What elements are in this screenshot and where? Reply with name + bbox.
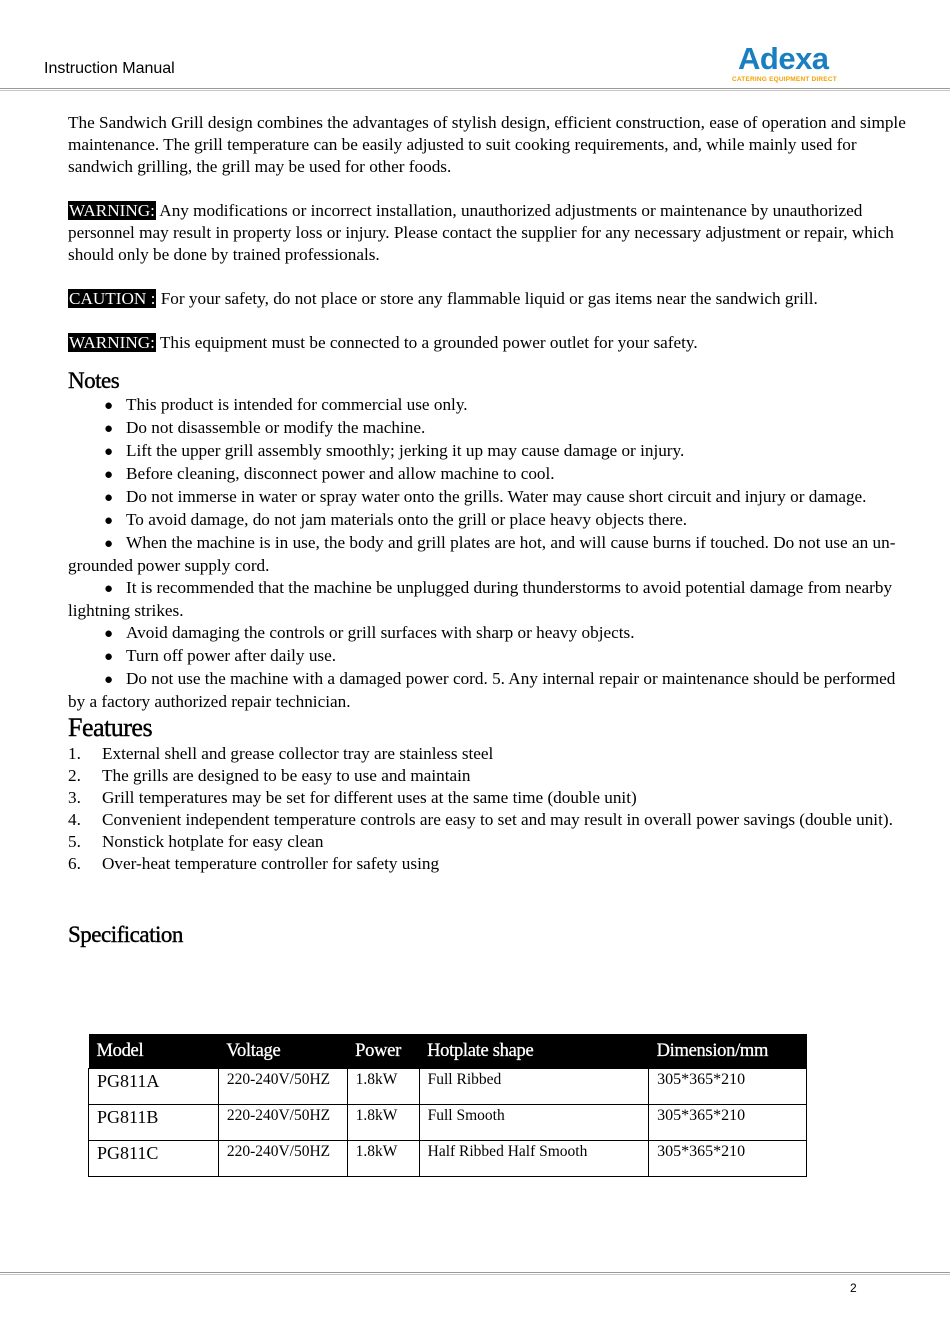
bullet-icon: ●: [104, 581, 114, 597]
document-header-title: Instruction Manual: [44, 60, 175, 77]
warning-paragraph: [68, 200, 913, 266]
header-divider: [0, 88, 950, 91]
list-item: ● Lift the upper grill assembly smoothly; jerking it up may cause damage or injury.: [68, 440, 913, 463]
list-item: ● When the machine is in use, the body and grill plates are hot, and will cause burns if touched. Do not use an un-grounded power supply cord.: [68, 533, 896, 575]
dimension-cell: 305*365*210: [649, 1105, 807, 1141]
list-item: ● It is recommended that the machine be unplugged during thunderstorms to avoid potential damage from nearby lightning strikes.: [68, 578, 893, 620]
features-list: [68, 743, 913, 875]
list-item: ● Turn off power after daily use.: [68, 645, 913, 668]
logo-tagline: CATERING EQUIPMENT DIRECT: [732, 76, 837, 83]
voltage-cell: 220-240V/50HZ: [218, 1105, 347, 1141]
list-item: 2. The grills are designed to be easy to use and maintain: [68, 766, 471, 785]
bullet-icon: ●: [104, 536, 114, 552]
bullet-icon: ●: [104, 421, 114, 437]
bullet-icon: ●: [104, 490, 114, 506]
table-row: [89, 1141, 807, 1177]
list-item: ● Do not use the machine with a damaged power cord. 5. Any internal repair or maintenance should be performed by a factory authorized repair technician.: [68, 669, 896, 711]
column-header-power: Power: [347, 1034, 419, 1069]
voltage-cell: 220-240V/50HZ: [218, 1069, 347, 1105]
bullet-icon: ●: [104, 649, 114, 665]
list-item: 3. Grill temperatures may be set for different uses at the same time (double unit): [68, 788, 637, 807]
table-row: [89, 1105, 807, 1141]
column-header-model: Model: [89, 1034, 219, 1069]
caution-tag: CAUTION :: [69, 289, 156, 308]
features-heading: Features: [68, 713, 153, 742]
footer-divider: [0, 1272, 950, 1275]
list-item: ● To avoid damage, do not jam materials onto the grill or place heavy objects there.: [68, 509, 913, 532]
hotplate-shape-cell: Full Smooth: [419, 1105, 648, 1141]
column-header-dimension: Dimension/mm: [649, 1034, 807, 1069]
column-header-hotplate-shape: Hotplate shape: [419, 1034, 648, 1069]
specification-heading: Specification: [68, 922, 183, 947]
list-item: 6. Over-heat temperature controller for safety using: [68, 854, 440, 873]
model-cell: PG811C: [89, 1141, 219, 1177]
power-cell: 1.8kW: [347, 1069, 419, 1105]
page-number: 2: [850, 1281, 857, 1295]
model-cell: PG811A: [89, 1069, 219, 1105]
table-row: [89, 1069, 807, 1105]
power-cell: 1.8kW: [347, 1141, 419, 1177]
bullet-icon: ●: [104, 398, 114, 414]
warning-text: Any modifications or incorrect installation, unauthorized adjustments or maintenance by unauthorized personnel may result in property loss or injury. Please contact the supplier for any necessary adjustment or repair, which should only be done by trained professionals.: [68, 201, 894, 264]
adexa-logo: [732, 41, 862, 86]
column-header-voltage: Voltage: [218, 1034, 347, 1069]
warning-tag: WARNING:: [69, 201, 155, 220]
intro-paragraph: The Sandwich Grill design combines the advantages of stylish design, efficient construction, ease of operation and simple maintenance. The grill temperature can be easily adjusted to suit cooking requirements, and, while mainly used for sandwich grilling, the grill may be used for other foods.: [68, 113, 906, 176]
specification-table: [88, 1034, 807, 1177]
warning-tag: WARNING:: [69, 333, 155, 352]
caution-text: For your safety, do not place or store any flammable liquid or gas items near the sandwich grill.: [156, 289, 818, 308]
list-item: ● Before cleaning, disconnect power and allow machine to cool.: [68, 463, 913, 486]
bullet-icon: ●: [104, 626, 114, 642]
list-item: 5. Nonstick hotplate for easy clean: [68, 832, 324, 851]
dimension-cell: 305*365*210: [649, 1141, 807, 1177]
list-item: ● This product is intended for commercial use only.: [68, 394, 913, 417]
hotplate-shape-cell: Half Ribbed Half Smooth: [419, 1141, 648, 1177]
model-cell: PG811B: [89, 1105, 219, 1141]
caution-paragraph: [68, 288, 913, 310]
logo-wordmark: Adexa: [738, 41, 829, 76]
bullet-icon: ●: [104, 467, 114, 483]
warning-text: This equipment must be connected to a grounded power outlet for your safety.: [155, 333, 698, 352]
table-header-row: [89, 1034, 807, 1069]
list-item: ● Avoid damaging the controls or grill surfaces with sharp or heavy objects.: [68, 622, 913, 645]
list-item: 4. Convenient independent temperature controls are easy to set and may result in overall power savings (double unit).: [68, 810, 893, 829]
hotplate-shape-cell: Full Ribbed: [419, 1069, 648, 1105]
list-item: 1. External shell and grease collector tray are stainless steel: [68, 744, 494, 763]
voltage-cell: 220-240V/50HZ: [218, 1141, 347, 1177]
power-cell: 1.8kW: [347, 1105, 419, 1141]
notes-list: [68, 394, 913, 713]
notes-heading: Notes: [68, 368, 120, 393]
bullet-icon: ●: [104, 444, 114, 460]
page-content: [68, 112, 913, 949]
list-item: ● Do not immerse in water or spray water onto the grills. Water may cause short circuit and injury or damage.: [68, 486, 913, 509]
grounding-warning-paragraph: [68, 332, 913, 354]
list-item: ● Do not disassemble or modify the machine.: [68, 417, 913, 440]
bullet-icon: ●: [104, 672, 114, 688]
bullet-icon: ●: [104, 513, 114, 529]
dimension-cell: 305*365*210: [649, 1069, 807, 1105]
